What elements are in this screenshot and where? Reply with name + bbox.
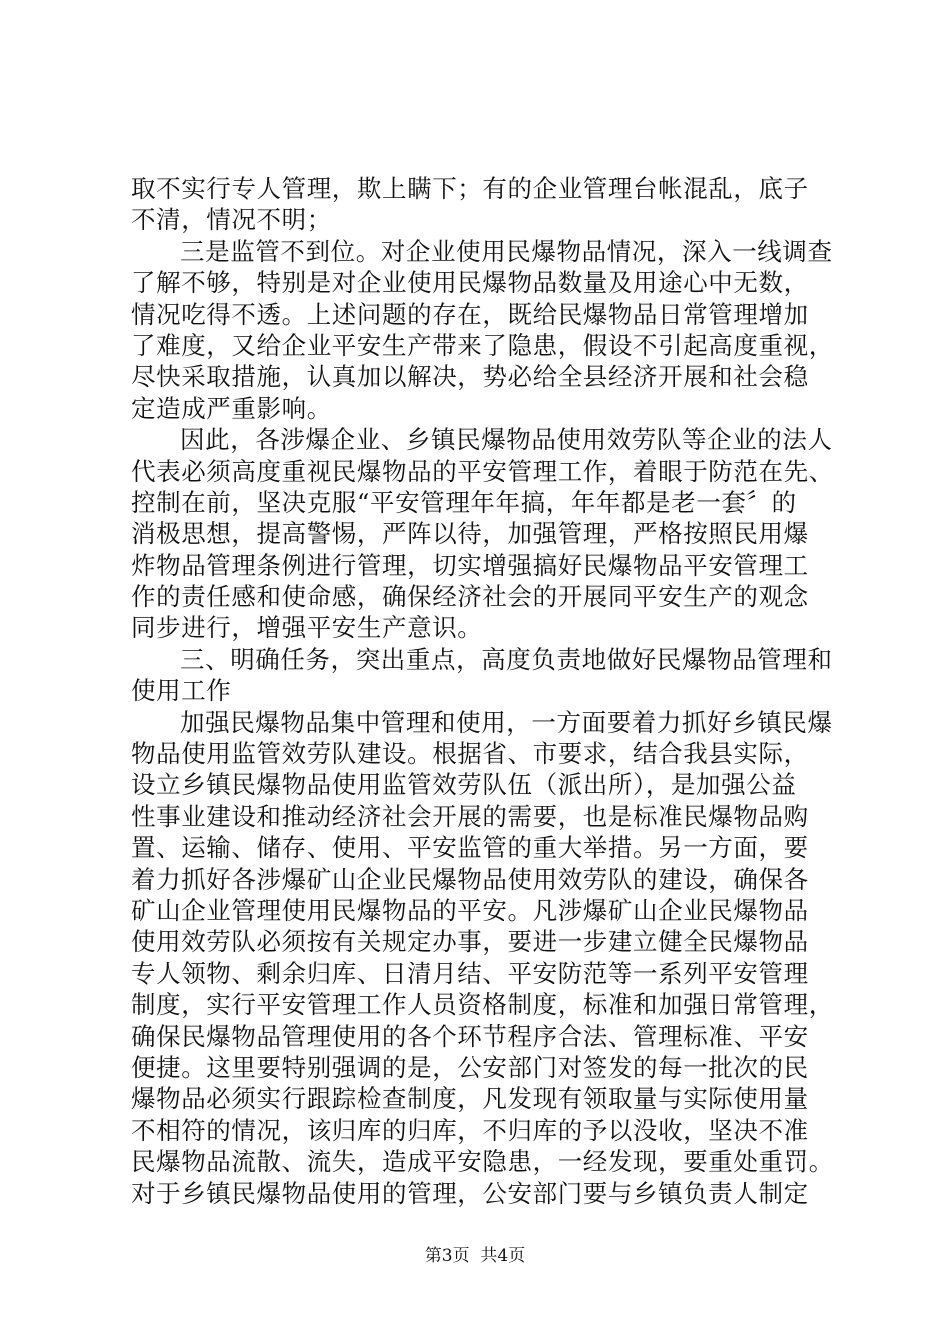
document-body <box>131 173 834 1209</box>
text-line: 消极思想，提高警惕，严阵以待，加强管理，严格按照民用爆 <box>131 519 809 549</box>
text-line: 专人领物、剩余归库、日清月结、平安防范等一系列平安管理 <box>131 958 809 988</box>
text-line: 情况吃得不透。上述问题的存在，既给民爆物品日常管理增加 <box>131 299 809 329</box>
text-line: 使用工作 <box>131 676 232 706</box>
text-line: 着力抓好各涉爆矿山企业民爆物品使用效劳队的建设，确保各 <box>131 864 809 894</box>
text-line: 制度，实行平安管理工作人员资格制度，标准和加强日常管理， <box>131 990 834 1020</box>
text-line: 物品使用监管效劳队建设。根据省、市要求，结合我县实际， <box>131 739 809 769</box>
text-line: 取不实行专人管理，欺上瞒下；有的企业管理台帐混乱，底子 <box>131 174 809 203</box>
text-line: 了难度，又给企业平安生产带来了隐患，假设不引起高度重视， <box>131 330 834 360</box>
text-line: 民爆物品流散、流失，造成平安隐患，一经发现，要重处重罚。 <box>131 1147 834 1177</box>
text-line: 同步进行，增强平安生产意识。 <box>131 613 483 643</box>
text-line: 代表必须高度重视民爆物品的平安管理工作，着眼于防范在先、 <box>131 456 834 486</box>
text-line: 对于乡镇民爆物品使用的管理，公安部门要与乡镇负责人制定 <box>131 1178 809 1208</box>
text-line: 矿山企业管理使用民爆物品的平安。凡涉爆矿山企业民爆物品 <box>131 895 809 925</box>
text-line: 使用效劳队必须按有关规定办事，要进一步建立健全民爆物品 <box>131 927 809 957</box>
text-line: 了解不够，特别是对企业使用民爆物品数量及用途心中无数， <box>131 268 809 298</box>
text-line: 设立乡镇民爆物品使用监管效劳队伍（派出所），是加强公益 <box>131 770 797 800</box>
text-line: 作的责任感和使命感，确保经济社会的开展同平安生产的观念 <box>131 582 809 612</box>
text-line: 因此，各涉爆企业、乡镇民爆物品使用效劳队等企业的法人 <box>180 425 833 455</box>
text-line: 不清，情况不明； <box>131 205 332 235</box>
text-line: 确保民爆物品管理使用的各个环节程序合法、管理标准、平安 <box>131 1021 809 1051</box>
page-number-label: 第3页 共4页 <box>424 1246 526 1266</box>
text-line: 爆物品必须实行跟踪检查制度，凡发现有领取量与实际使用量 <box>131 1084 809 1114</box>
text-line: 置、运输、储存、使用、平安监管的重大举措。另一方面，要 <box>131 833 809 863</box>
text-line: 定造成严重影响。 <box>131 393 332 423</box>
text-line: 三是监管不到位。对企业使用民爆物品情况，深入一线调查 <box>180 236 833 266</box>
page-footer <box>0 1245 950 1267</box>
text-line: 便捷。这里要特别强调的是，公安部门对签发的每一批次的民 <box>131 1052 809 1082</box>
text-line: 性事业建设和推动经济社会开展的需要，也是标准民爆物品购 <box>131 801 809 831</box>
text-line: 加强民爆物品集中管理和使用，一方面要着力抓好乡镇民爆 <box>180 707 833 737</box>
text-line: 炸物品管理条例进行管理，切实增强搞好民爆物品平安管理工 <box>131 550 809 580</box>
text-line: 尽快采取措施，认真加以解决，势必给全县经济开展和社会稳 <box>131 362 809 392</box>
text-line: 控制在前，坚决克服“平安管理年年搞，年年都是老一套〞的 <box>131 487 797 517</box>
text-line: 三、明确任务，突出重点，高度负责地做好民爆物品管理和 <box>180 644 833 674</box>
text-line: 不相符的情况，该归库的归库，不归库的予以没收，坚决不准 <box>131 1115 809 1145</box>
